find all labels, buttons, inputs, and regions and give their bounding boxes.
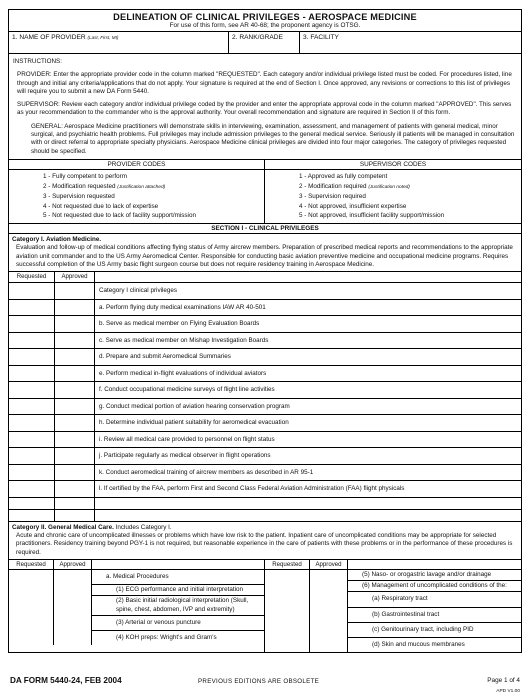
- requested-code-cell[interactable]: [9, 399, 55, 415]
- supervisor-code-4: 4 - Not approved, insufficient expertise: [299, 202, 407, 210]
- approved-code-cell[interactable]: [55, 300, 95, 316]
- privilege-label: c. Serve as medical member on Mishap Investigation Boards: [99, 336, 269, 344]
- list-item: [9, 585, 264, 596]
- list-item: [9, 596, 264, 615]
- requested-code-cell[interactable]: [9, 570, 54, 585]
- requested-code-cell[interactable]: [9, 382, 55, 398]
- form-number: DA FORM 5440-24, FEB 2004: [10, 676, 122, 685]
- category-1-header-row: [9, 271, 521, 282]
- approved-code-cell[interactable]: [55, 333, 95, 349]
- approved-code-cell[interactable]: [55, 349, 95, 365]
- requested-code-cell[interactable]: [9, 481, 55, 497]
- approved-code-cell[interactable]: [55, 283, 95, 299]
- approved-code-cell[interactable]: [54, 616, 92, 631]
- privilege-label: (5) Naso- or orogastric lavage and/or drainage: [348, 570, 521, 581]
- privilege-label: Category I clinical privileges: [99, 287, 178, 295]
- approved-code-cell[interactable]: [54, 631, 92, 645]
- provider-code-4: 4 - Not requested due to lack of expertise: [43, 202, 159, 210]
- requested-code-cell[interactable]: [9, 333, 55, 349]
- table-row: [9, 398, 521, 415]
- approved-code-cell[interactable]: [55, 432, 95, 448]
- table-row: [9, 414, 521, 431]
- approved-code-cell[interactable]: [310, 608, 348, 623]
- supervisor-code-3: 3 - Supervision required: [299, 193, 366, 201]
- provider-code-5: 5 - Not requested due to lack of facility support/mission: [43, 212, 196, 220]
- privilege-label: (1) ECG performance and initial interpretation: [92, 585, 264, 596]
- facility-field[interactable]: [300, 32, 521, 53]
- clinical-privileges-form: [8, 9, 522, 653]
- category-2-right-column: [265, 560, 521, 652]
- requested-code-cell[interactable]: [265, 608, 310, 623]
- requested-code-cell[interactable]: [9, 300, 55, 316]
- list-item: [265, 638, 521, 652]
- provider-code-1: 1 - Fully competent to perform: [43, 172, 127, 180]
- category-1-text: Evaluation and follow-up of medical conditions affecting flying status of Army aircrew members. Preparation of prescribed medical reports and recommendations to the appropriate aviation unit commander and to the US Army Aeromedical Center. Responsible for conducting basic aviation preventive medicine and occupational medicine programs. Requires successful completion of the US Army basic flight surgeon course but does not require residency training in Aerospace Medicine.: [16, 244, 513, 268]
- table-row: [9, 282, 521, 299]
- supervisor-instructions: SUPERVISOR: Review each category and/or individual privilege coded by the provider and enter the appropriate approval code in the column marked "APPROVED". This serves as your recommendation to the commander who is the approval authority. Your overall recommendation and signature are required in Section II of this form.: [17, 101, 512, 117]
- requested-code-cell[interactable]: [9, 631, 54, 645]
- privilege-label: (2) Basic initial radiological interpretation (Skull, spine, chest, abdomen, IVP and extremity): [92, 596, 264, 615]
- form-title: DELINEATION OF CLINICAL PRIVILEGES - AEROSPACE MEDICINE: [113, 12, 417, 22]
- approved-code-cell[interactable]: [55, 399, 95, 415]
- supervisor-code-5: 5 - Not approved, insufficient facility support/mission: [299, 212, 445, 220]
- category-2-text: Acute and chronic care of uncomplicated illnesses or problems which have low risk to the patient. Inpatient care of uncomplicated conditions may be appropriate for selected practitioners. Residency training beyond PGY-1 is not required, but reasonable experience in the care of patients with these problems or in the performance of these procedures is required.: [16, 532, 513, 556]
- privilege-label: (b) Gastrointestinal tract: [348, 608, 521, 623]
- category-1-description: [9, 233, 521, 271]
- privilege-label: (d) Skin and mucous membranes: [372, 641, 465, 649]
- privilege-label: (a) Respiratory tract: [348, 592, 521, 607]
- instructions-block: [9, 53, 521, 159]
- category-2-left-header: [9, 560, 264, 570]
- approved-code-cell[interactable]: [55, 510, 95, 521]
- list-item: [265, 623, 521, 638]
- approved-code-cell[interactable]: [310, 592, 348, 607]
- table-row: [9, 447, 521, 464]
- previous-editions-notice: PREVIOUS EDITIONS ARE OBSOLETE: [198, 678, 320, 685]
- approved-code-cell[interactable]: [54, 585, 92, 596]
- requested-code-cell[interactable]: [265, 570, 310, 581]
- general-instructions: GENERAL: Aerospace Medicine practitioners will demonstrate skills in interviewing, examination, assessment, and management of patients with general medical, minor surgical, and psychiatric health problems. Full privileges may include admission privileges to the general medical service. Seriously ill patients will be managed in consultation with or direct referral to appropriate specialty physicians. Aerospace Medicine clinical privileges are divided into four major categories. The category of privileges requested should be specified.: [31, 122, 515, 155]
- requested-code-cell[interactable]: [9, 316, 55, 332]
- facility-label: 3. FACILITY: [303, 34, 339, 41]
- list-item: [265, 581, 521, 592]
- supervisor-code-1: 1 - Approved as fully competent: [299, 172, 388, 180]
- list-item: [9, 570, 264, 585]
- approved-column-header: Approved: [54, 560, 92, 569]
- requested-code-cell[interactable]: [9, 616, 54, 631]
- rank-grade-field[interactable]: [229, 32, 300, 53]
- requested-code-cell[interactable]: [265, 592, 310, 607]
- list-item: [265, 608, 521, 623]
- section-1-title: SECTION I - CLINICAL PRIVILEGES: [9, 223, 521, 233]
- requested-code-cell[interactable]: [9, 349, 55, 365]
- supervisor-code-2: 2 - Modification required (Justification noted): [299, 182, 410, 190]
- requested-code-cell[interactable]: [265, 638, 310, 652]
- privilege-label: d. Prepare and submit Aeromedical Summaries: [99, 353, 231, 361]
- provider-info-row: [9, 31, 521, 53]
- privilege-label: g. Conduct medical portion of aviation hearing conservation program: [99, 402, 290, 410]
- approved-code-cell[interactable]: [310, 581, 348, 592]
- category-1-title: Category I. Aviation Medicine.: [12, 235, 102, 243]
- approved-code-cell[interactable]: [55, 498, 95, 509]
- privilege-label: k. Conduct aeromedical training of aircrew members as described in AR 95-1: [99, 468, 314, 476]
- privilege-label: h. Determine individual patient suitability for aeromedical evacuation: [99, 419, 289, 427]
- apd-version: APD V1.00: [496, 689, 520, 694]
- category-2-title-rest: Includes Category I.: [113, 523, 172, 531]
- form-footer: [8, 675, 522, 694]
- provider-codes: [9, 160, 265, 223]
- codes-table: [9, 159, 521, 223]
- privilege-label: a. Medical Procedures: [92, 570, 264, 585]
- table-row: [9, 348, 521, 365]
- category-2-table: [9, 559, 521, 652]
- provider-codes-list: [9, 170, 264, 223]
- category-2-title: Category II. General Medical Care.: [12, 523, 114, 531]
- category-2-description: [9, 521, 521, 559]
- privilege-label: e. Perform medical in-flight evaluations of individual aviators: [99, 369, 267, 377]
- privilege-label: (6) Management of uncomplicated conditions of the:: [348, 581, 521, 592]
- name-format-note: (Last, First, MI): [87, 35, 119, 40]
- supervisor-codes: [265, 160, 521, 223]
- approved-code-cell[interactable]: [55, 448, 95, 464]
- approved-code-cell[interactable]: [55, 316, 95, 332]
- category-2-left-column: [9, 560, 265, 652]
- approved-code-cell[interactable]: [55, 481, 95, 497]
- table-row: [9, 497, 521, 509]
- requested-column-header: Requested: [265, 560, 310, 569]
- privilege-label: (c) Genitourinary tract, including PID: [348, 623, 521, 638]
- table-row: [9, 480, 521, 497]
- requested-code-cell[interactable]: [9, 585, 54, 596]
- approved-column-header: Approved: [310, 560, 348, 569]
- requested-code-cell[interactable]: [9, 510, 55, 521]
- approved-code-cell[interactable]: [54, 596, 92, 615]
- privilege-label: b. Serve as medical member on Flying Evaluation Boards: [99, 320, 260, 328]
- approved-code-cell[interactable]: [310, 623, 348, 638]
- list-item: [9, 616, 264, 631]
- table-row: [9, 381, 521, 398]
- requested-code-cell[interactable]: [9, 465, 55, 481]
- category-2-right-header: [265, 560, 521, 570]
- privilege-label: i. Review all medical care provided to personnel on flight status: [99, 435, 275, 443]
- provider-codes-heading: PROVIDER CODES: [9, 160, 264, 170]
- list-item: [9, 631, 264, 645]
- requested-column-header: Requested: [9, 272, 55, 282]
- form-subtitle: For use of this form, see AR 40-68; the proponent agency is OTSG.: [169, 22, 361, 29]
- supervisor-code-2-note: (Justification noted): [368, 184, 410, 190]
- requested-code-cell[interactable]: [9, 366, 55, 382]
- requested-code-cell[interactable]: [9, 448, 55, 464]
- requested-code-cell[interactable]: [265, 581, 310, 592]
- approved-code-cell[interactable]: [55, 382, 95, 398]
- rank-grade-label: 2. RANK/GRADE: [232, 34, 283, 41]
- table-row: [9, 431, 521, 448]
- approved-code-cell[interactable]: [54, 570, 92, 585]
- provider-code-3: 3 - Supervision requested: [43, 193, 115, 201]
- requested-code-cell[interactable]: [9, 432, 55, 448]
- table-row: [9, 299, 521, 316]
- table-row: [9, 332, 521, 349]
- provider-code-2-note: (Justification attached): [117, 184, 166, 190]
- table-row: [9, 509, 521, 521]
- table-row: [9, 464, 521, 481]
- supervisor-codes-list: [265, 170, 521, 223]
- requested-code-cell[interactable]: [9, 498, 55, 509]
- privilege-label: f. Conduct occupational medicine surveys of flight line activities: [99, 386, 275, 394]
- name-of-provider-label: 1. NAME OF PROVIDER: [12, 34, 86, 41]
- list-item: [265, 592, 521, 607]
- supervisor-codes-heading: SUPERVISOR CODES: [265, 160, 521, 170]
- name-of-provider-field[interactable]: [9, 32, 229, 53]
- approved-code-cell[interactable]: [310, 570, 348, 581]
- provider-code-2: 2 - Modification requested (Justification attached): [43, 182, 166, 190]
- approved-column-header: Approved: [55, 272, 95, 282]
- approved-code-cell[interactable]: [55, 415, 95, 431]
- privilege-label: (4) KOH preps: Wright's and Gram's: [116, 634, 217, 642]
- requested-code-cell[interactable]: [9, 283, 55, 299]
- privilege-label: (3) Arterial or venous puncture: [92, 616, 264, 631]
- privilege-label: j. Participate regularly as medical observer in flight operations: [99, 452, 271, 460]
- approved-code-cell[interactable]: [55, 465, 95, 481]
- requested-code-cell[interactable]: [9, 415, 55, 431]
- instructions-heading: INSTRUCTIONS:: [13, 58, 62, 65]
- requested-code-cell[interactable]: [265, 623, 310, 638]
- table-row: [9, 365, 521, 382]
- provider-instructions: PROVIDER: Enter the appropriate provider code in the column marked "REQUESTED". Each category and/or individual privilege listed must be coded. For procedures listed, line through and initial any criteria/applications that do not apply. Your signature is required at the end of Section I. Once approved, any revisions or corrections to this list of privileges will require you to submit a new DA Form 5440.: [17, 71, 512, 95]
- approved-code-cell[interactable]: [55, 366, 95, 382]
- page-number: Page 1 of 4: [487, 677, 520, 684]
- privilege-label: a. Perform flying duty medical examinations IAW AR 40-501: [99, 303, 266, 311]
- requested-column-header: Requested: [9, 560, 54, 569]
- privilege-label: l. If certified by the FAA, perform First and Second Class Federal Aviation Administration (FAA) flight physicals: [99, 485, 405, 493]
- approved-code-cell[interactable]: [310, 638, 348, 652]
- requested-code-cell[interactable]: [9, 596, 54, 615]
- list-item: [265, 570, 521, 581]
- table-row: [9, 315, 521, 332]
